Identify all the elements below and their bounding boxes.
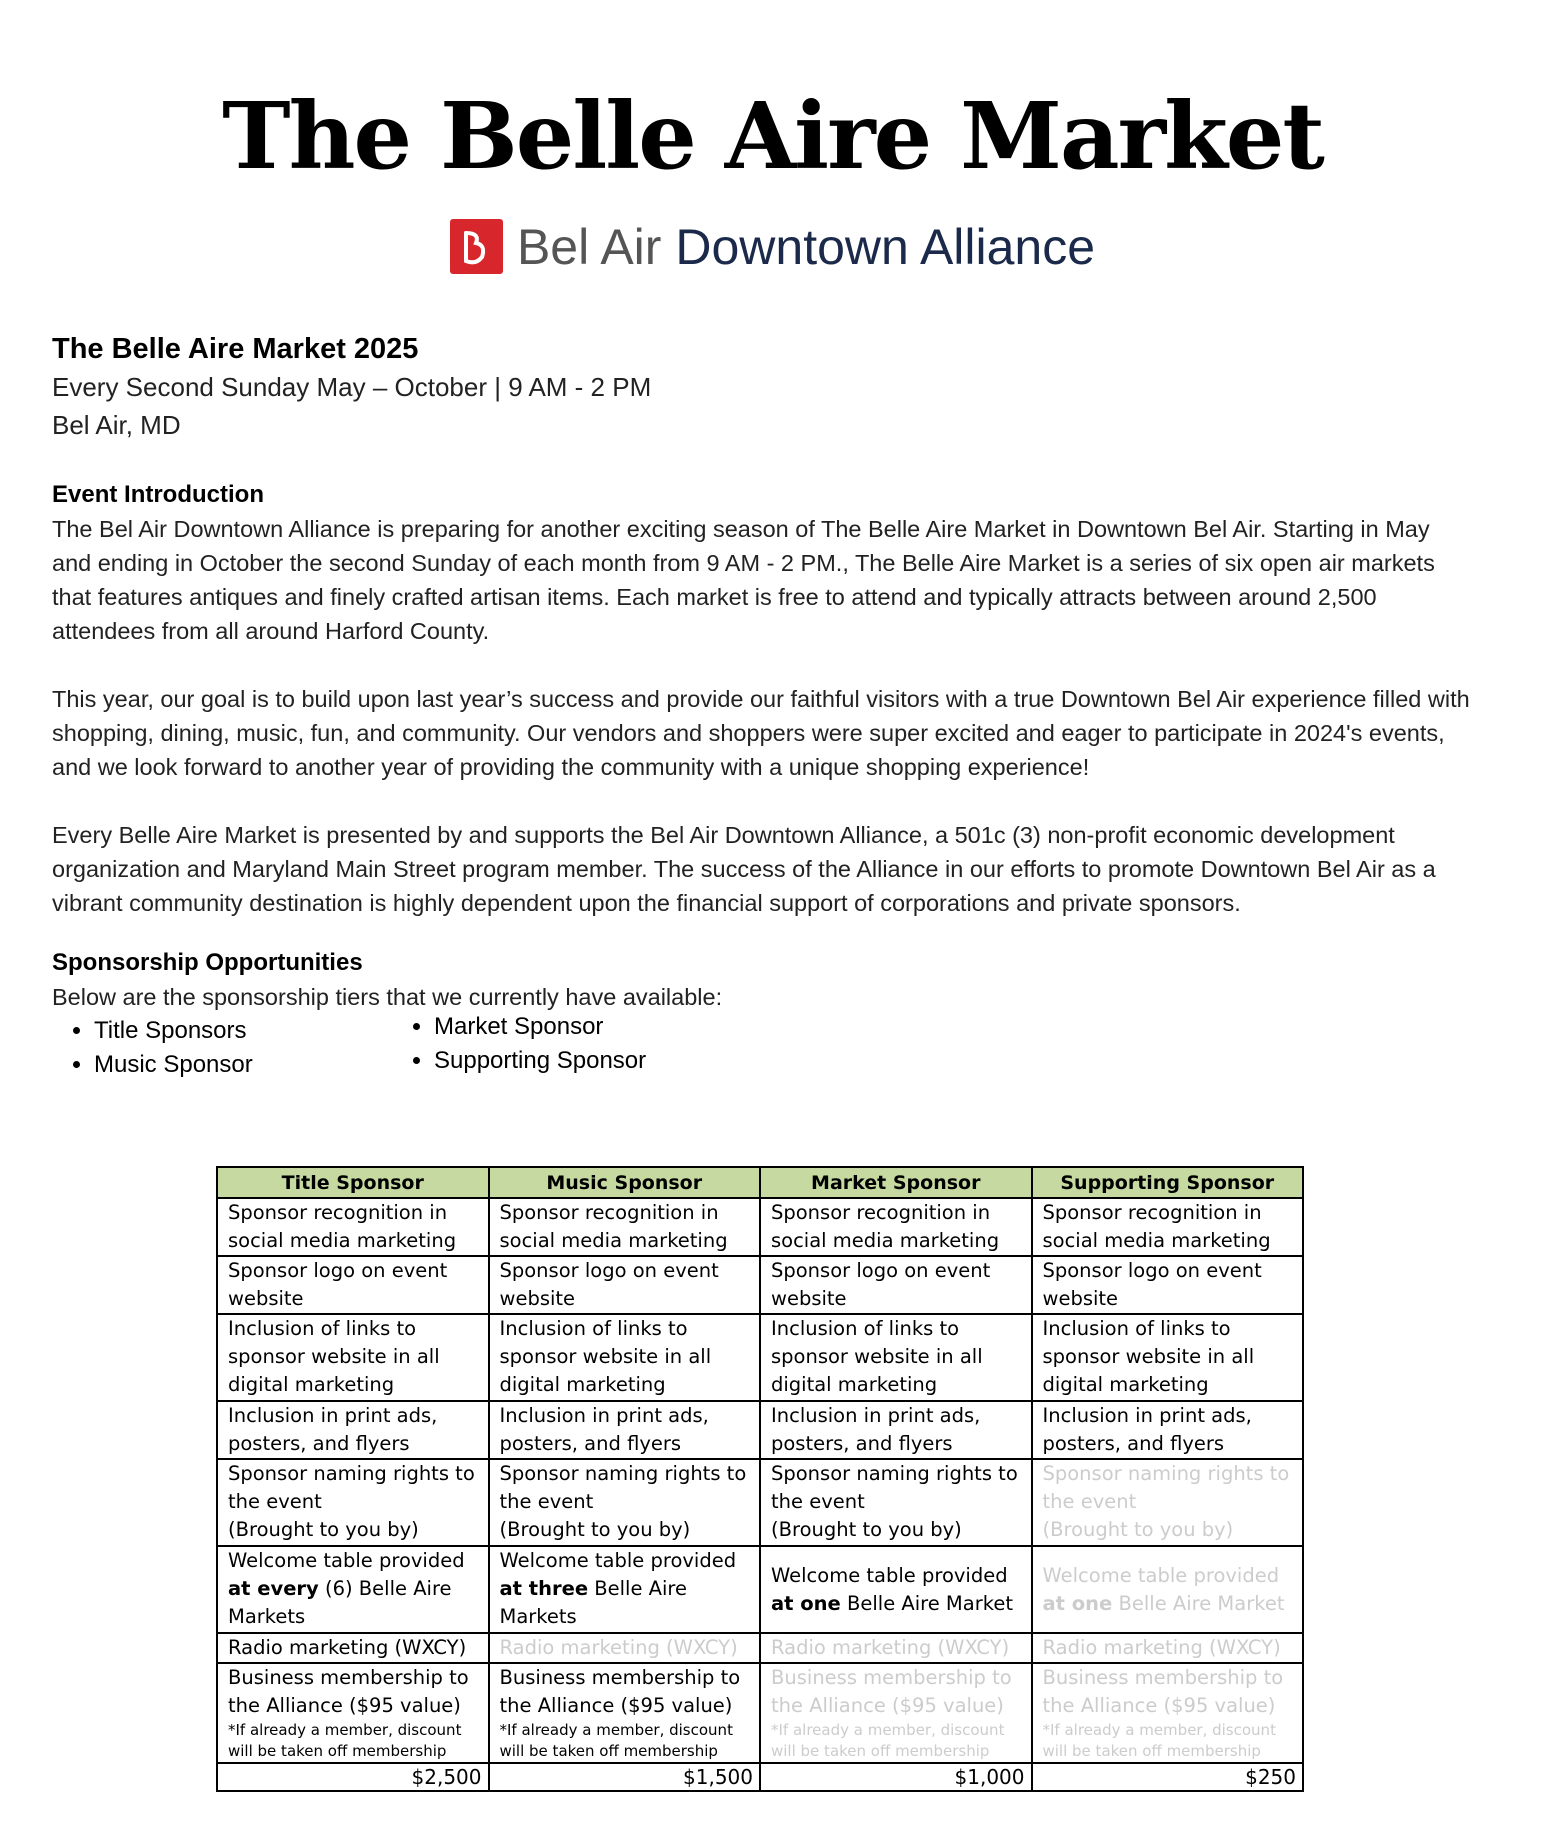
sponsorship-intro: Below are the sponsorship tiers that we currently have available: bbox=[52, 984, 723, 1010]
price-music-sponsor: $1,500 bbox=[489, 1763, 761, 1791]
list-item: • Title Sponsors bbox=[94, 1014, 253, 1048]
table-cell-unavailable: Radio marketing (WXCY) bbox=[760, 1633, 1032, 1663]
price-supporting-sponsor: $250 bbox=[1032, 1763, 1304, 1791]
table-cell: Sponsor recognition in social media marketing bbox=[217, 1198, 489, 1256]
table-row bbox=[217, 1459, 1303, 1546]
table-cell-unavailable: Welcome table provided at one Belle Aire Market bbox=[1032, 1546, 1304, 1633]
table-cell: Sponsor naming rights to the event (Brought to you by) bbox=[217, 1459, 489, 1546]
list-item: • Market Sponsor bbox=[434, 1010, 646, 1044]
table-cell: Sponsor naming rights to the event (Brought to you by) bbox=[760, 1459, 1032, 1546]
table-cell: Welcome table provided at three Belle Aire Markets bbox=[489, 1546, 761, 1633]
sponsorship-tier-table bbox=[216, 1166, 1304, 1792]
table-row bbox=[217, 1256, 1303, 1314]
table-cell: Radio marketing (WXCY) bbox=[217, 1633, 489, 1663]
table-row bbox=[217, 1401, 1303, 1459]
header-title-sponsor: Title Sponsor bbox=[217, 1167, 489, 1198]
table-header-row bbox=[217, 1167, 1303, 1198]
event-schedule: Every Second Sunday May – October | 9 AM - 2 PM bbox=[52, 372, 652, 402]
list-item: • Supporting Sponsor bbox=[434, 1044, 646, 1078]
table-cell: Business membership to the Alliance ($95 value) *If already a member, discount will be taken off membership bbox=[489, 1663, 761, 1763]
table-cell-unavailable: Radio marketing (WXCY) bbox=[1032, 1633, 1304, 1663]
table-row bbox=[217, 1546, 1303, 1633]
table-cell-unavailable: Sponsor naming rights to the event (Brought to you by) bbox=[1032, 1459, 1304, 1546]
price-market-sponsor: $1,000 bbox=[760, 1763, 1032, 1791]
table-cell: Inclusion of links to sponsor website in all digital marketing bbox=[217, 1314, 489, 1401]
table-cell: Sponsor logo on event website bbox=[1032, 1256, 1304, 1314]
header-market-sponsor: Market Sponsor bbox=[760, 1167, 1032, 1198]
table-cell: Inclusion in print ads, posters, and flyers bbox=[760, 1401, 1032, 1459]
page-title: The Belle Aire Market bbox=[222, 82, 1323, 190]
table-cell: Inclusion in print ads, posters, and flyers bbox=[1032, 1401, 1304, 1459]
table-cell: Inclusion in print ads, posters, and flyers bbox=[489, 1401, 761, 1459]
table-cell: Welcome table provided at every (6) Belle Aire Markets bbox=[217, 1546, 489, 1633]
sponsorship-heading: Sponsorship Opportunities bbox=[52, 949, 363, 976]
table-cell: Sponsor logo on event website bbox=[217, 1256, 489, 1314]
table-cell: Sponsor naming rights to the event (Brought to you by) bbox=[489, 1459, 761, 1546]
table-cell: Sponsor recognition in social media marketing bbox=[1032, 1198, 1304, 1256]
table-cell: Welcome table provided at one Belle Aire Market bbox=[760, 1546, 1032, 1633]
header-music-sponsor: Music Sponsor bbox=[489, 1167, 761, 1198]
table-cell-unavailable: Business membership to the Alliance ($95 value) *If already a member, discount will be taken off membership bbox=[1032, 1663, 1304, 1763]
list-item: • Music Sponsor bbox=[94, 1048, 253, 1082]
sponsor-tier-list bbox=[52, 1014, 1472, 1084]
intro-heading: Event Introduction bbox=[52, 481, 264, 508]
table-cell-unavailable: Business membership to the Alliance ($95 value) *If already a member, discount will be taken off membership bbox=[760, 1663, 1032, 1763]
table-price-row bbox=[217, 1763, 1303, 1791]
table-cell: Business membership to the Alliance ($95 value) *If already a member, discount will be taken off membership bbox=[217, 1663, 489, 1763]
table-cell: Inclusion of links to sponsor website in all digital marketing bbox=[489, 1314, 761, 1401]
alliance-logo-icon bbox=[450, 219, 503, 274]
table-cell: Sponsor recognition in social media marketing bbox=[489, 1198, 761, 1256]
event-title: The Belle Aire Market 2025 bbox=[52, 333, 419, 365]
price-title-sponsor: $2,500 bbox=[217, 1763, 489, 1791]
table-cell: Sponsor logo on event website bbox=[489, 1256, 761, 1314]
logo-text-downtown-alliance: Downtown Alliance bbox=[675, 218, 1096, 275]
table-row bbox=[217, 1663, 1303, 1763]
table-cell-unavailable: Radio marketing (WXCY) bbox=[489, 1633, 761, 1663]
intro-paragraph-3: Every Belle Aire Market is presented by and supports the Bel Air Downtown Alliance, a 501c (3) non-profit economic development organization and Maryland Main Street program member. The success of the Alliance in our efforts to promote Downtown Bel Air as a vibrant community destination is highly dependent upon the financial support of corporations and private sponsors. bbox=[52, 822, 1436, 916]
header-supporting-sponsor: Supporting Sponsor bbox=[1032, 1167, 1304, 1198]
table-cell: Inclusion of links to sponsor website in all digital marketing bbox=[1032, 1314, 1304, 1401]
table-cell: Inclusion of links to sponsor website in all digital marketing bbox=[760, 1314, 1032, 1401]
logo-text-bel-air: Bel Air bbox=[516, 218, 662, 275]
intro-paragraph-2: This year, our goal is to build upon last year’s success and provide our faithful visitors with a true Downtown Bel Air experience filled with shopping, dining, music, fun, and community. Our vendors and shoppers were super excited and eager to participate in 2024's events, and we look forward to another year of providing the community with a unique shopping experience! bbox=[52, 686, 1470, 780]
table-cell: Sponsor recognition in social media marketing bbox=[760, 1198, 1032, 1256]
table-cell: Inclusion in print ads, posters, and flyers bbox=[217, 1401, 489, 1459]
event-location: Bel Air, MD bbox=[52, 410, 181, 440]
table-row bbox=[217, 1198, 1303, 1256]
table-cell: Sponsor logo on event website bbox=[760, 1256, 1032, 1314]
table-row bbox=[217, 1314, 1303, 1401]
table-row bbox=[217, 1633, 1303, 1663]
intro-paragraph-1: The Bel Air Downtown Alliance is preparing for another exciting season of The Belle Aire Market in Downtown Bel Air. Starting in May and ending in October the second Sunday of each month from 9 AM - 2 PM., The Belle Aire Market is a series of six open air markets that features antiques and finely crafted artisan items. Each market is free to attend and typically attracts between around 2,500 attendees from all around Harford County. bbox=[52, 516, 1435, 644]
alliance-logo bbox=[0, 219, 1545, 274]
